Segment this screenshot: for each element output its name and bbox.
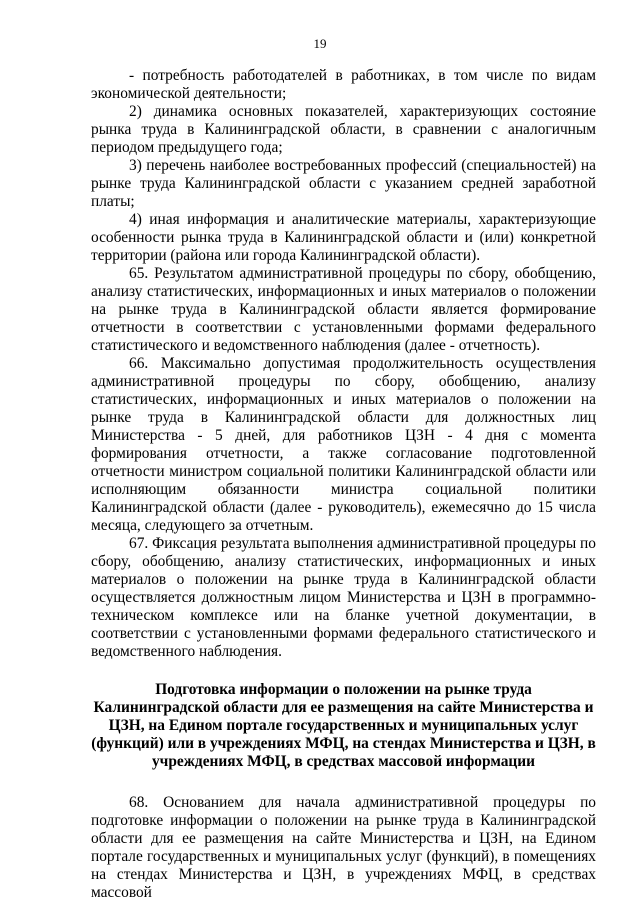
paragraph-item-3: 3) перечень наиболее востребованных профессий (специальностей) на рынке труда Калининградской области с указанием средней заработной платы; (91, 157, 596, 210)
paragraph-65: 65. Результатом административной процедуры по сбору, обобщению, анализу статистических, информационных и иных материалов о положении на рынке труда в Калининградской области является формирование отчетности в соответствии с установленными формами федерального статистического и ведомственного наблюдения (далее - отчетность). (91, 265, 596, 354)
paragraph-67: 67. Фиксация результата выполнения административной процедуры по сбору, обобщению, анализу статистических, информационных и иных материалов о положении на рынке труда в Калининградской области осуществляется должностным лицом Министерства и ЦЗН в программно-техническом комплексе или на бланке учетной документации, в соответствии с установленными формами федерального статистического и ведомственного наблюдения. (91, 535, 596, 660)
page-number: 19 (313, 36, 327, 51)
paragraph-item-2: 2) динамика основных показателей, характеризующих состояние рынка труда в Калининградской области, в сравнении с аналогичным периодом предыдущего года; (91, 103, 596, 156)
paragraph-68: 68. Основанием для начала административной процедуры по подготовке информации о положении на рынке труда в Калининградской области для ее размещения на сайте Министерства и ЦЗН, на Едином портале государственных и муниципальных услуг (функций), в помещениях на стендах Министерства и ЦЗН, в учреждениях МФЦ, в средствах массовой (91, 794, 596, 901)
section-heading: Подготовка информации о положении на рынке труда Калининградской области для ее размещения на сайте Министерства и ЦЗН, на Едином портале государственных и муниципальных услуг (функций) или в учреждениях МФЦ, на стендах Министерства и ЦЗН, в учреждениях МФЦ, в средствах массовой информации (91, 681, 596, 770)
body-text (91, 67, 596, 902)
paragraph-66: 66. Максимально допустимая продолжительность осуществления административной процедуры по сбору, обобщению, анализу статистических, информационных и иных материалов о положении на рынке труда в Калининградской области для должностных лиц Министерства - 5 дней, для работников ЦЗН - 4 дня с момента формирования отчетности, а также согласование подготовленной отчетности министром социальной политики Калининградской области или исполняющим обязанности министра социальной политики Калининградской области (далее - руководитель), ежемесячно до 15 числа месяца, следующего за отчетным. (91, 355, 596, 534)
paragraph-item-4: 4) иная информация и аналитические материалы, характеризующие особенности рынка труда в Калининградской области и (или) конкретной территории (района или города Калининградской области). (91, 211, 596, 264)
paragraph-needs-of-employers: - потребность работодателей в работниках, в том числе по видам экономической деятельности; (91, 67, 596, 102)
